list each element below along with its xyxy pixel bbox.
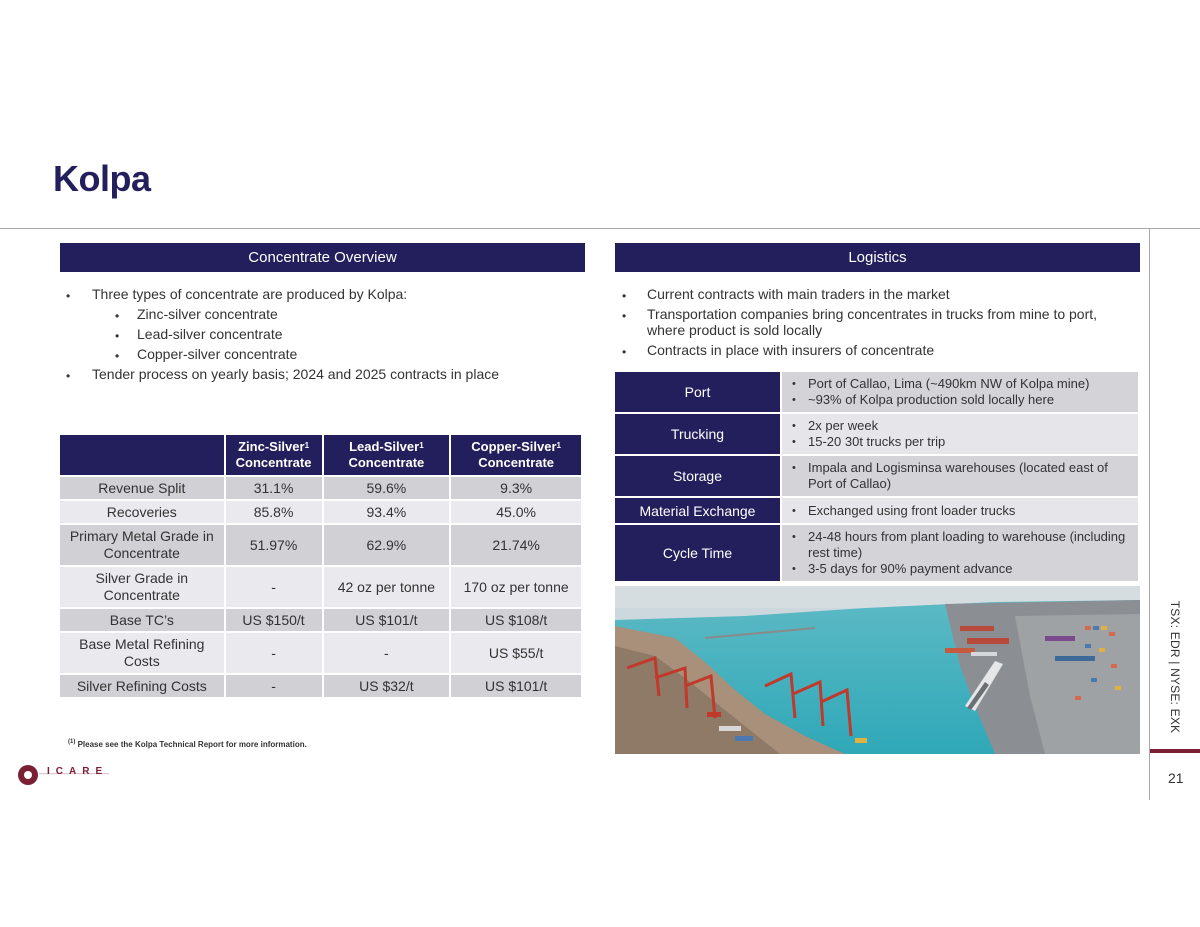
row-label: Silver Refining Costs — [60, 675, 224, 697]
bullet-dot: • — [66, 369, 71, 383]
row-label: Recoveries — [60, 501, 224, 523]
row-label: Cycle Time — [615, 525, 780, 581]
logistics-row-storage — [615, 456, 1138, 496]
table-row — [60, 609, 581, 631]
page-accent-bar — [1150, 749, 1200, 753]
column-header-sub: Concentrate — [348, 455, 425, 470]
row-label: Port — [615, 372, 780, 412]
table-cell: - — [226, 567, 322, 607]
logistics-row-port — [615, 372, 1138, 412]
detail-item: • Exchanged using front loader trucks — [790, 503, 1128, 519]
row-label: Base TC’s — [60, 609, 224, 631]
port-callao-photo — [615, 586, 1140, 754]
row-details — [782, 498, 1138, 523]
detail-item: • ~93% of Kolpa production sold locally here — [790, 392, 1128, 408]
table-header-row — [60, 435, 581, 475]
bullet-dot: • — [622, 309, 627, 323]
table-row — [60, 567, 581, 607]
logo-wordmark: ICARE — [47, 766, 109, 777]
concentrate-table — [58, 433, 583, 699]
bullet-dot: • — [622, 345, 627, 359]
footnote-text: Please see the Kolpa Technical Report for more information. — [77, 740, 307, 749]
page-title: Kolpa — [53, 158, 151, 199]
footnote — [68, 740, 307, 749]
table-cell: 9.3% — [451, 477, 581, 499]
table-row — [60, 675, 581, 697]
column-header-sub: Concentrate — [478, 455, 555, 470]
detail-item: • 3-5 days for 90% payment advance — [790, 561, 1128, 577]
bullet-item: Transportation companies bring concentrates in trucks from mine to port, — [647, 306, 1098, 322]
column-header — [324, 435, 450, 475]
detail-item: • Port of Callao, Lima (~490km NW of Kolpa mine) — [790, 376, 1128, 392]
column-header-sup: 1 — [304, 441, 310, 450]
bullet-dot: • — [115, 329, 120, 343]
bullet-item-continuation: where product is sold locally — [647, 322, 823, 338]
table-cell: US $55/t — [451, 633, 581, 673]
column-header-sup: 1 — [419, 441, 424, 450]
table-row — [60, 501, 581, 523]
table-cell: 85.8% — [226, 501, 322, 523]
bullet-item: Copper-silver concentrate — [137, 346, 298, 362]
logistics-row-cycle-time — [615, 525, 1138, 581]
detail-item: • 24-48 hours from plant loading to warehouse (including rest time) — [790, 529, 1128, 561]
bullet-dot: • — [66, 289, 71, 303]
table-cell: 45.0% — [451, 501, 581, 523]
port-aerial-illustration — [615, 586, 1140, 754]
column-header-name: Lead-Silver — [349, 439, 420, 454]
table-header-blank — [60, 435, 224, 475]
table-cell: - — [226, 675, 322, 697]
column-header-sup: 1 — [556, 441, 561, 450]
column-header-name: Zinc-Silver — [238, 439, 305, 454]
table-row — [60, 525, 581, 565]
logistics-table — [613, 370, 1140, 583]
bullet-item: Three types of concentrate are produced by Kolpa: — [92, 286, 408, 302]
table-cell: US $101/t — [451, 675, 581, 697]
row-label: Trucking — [615, 414, 780, 454]
bullet-item: Contracts in place with insurers of concentrate — [647, 342, 935, 358]
bullet-dot: • — [115, 349, 120, 363]
bullet-dot: • — [115, 309, 120, 323]
row-details — [782, 525, 1138, 581]
row-label: Primary Metal Grade in Concentrate — [60, 525, 224, 565]
table-cell: US $32/t — [324, 675, 450, 697]
table-cell: US $150/t — [226, 609, 322, 631]
row-details — [782, 456, 1138, 496]
table-cell: 21.74% — [451, 525, 581, 565]
bullet-item: Current contracts with main traders in the market — [647, 286, 950, 302]
table-cell: 42 oz per tonne — [324, 567, 450, 607]
row-label: Storage — [615, 456, 780, 496]
table-cell: - — [324, 633, 450, 673]
column-header-name: Copper-Silver — [471, 439, 557, 454]
detail-item: • 2x per week — [790, 418, 1128, 434]
row-label: Base Metal Refining Costs — [60, 633, 224, 673]
detail-item: • Impala and Logisminsa warehouses (located east of Port of Callao) — [790, 460, 1128, 492]
page-number: 21 — [1168, 770, 1184, 786]
title-divider — [0, 228, 1200, 229]
detail-item: • 15-20 30t trucks per trip — [790, 434, 1128, 450]
table-row — [60, 477, 581, 499]
logistics-row-material-exchange — [615, 498, 1138, 523]
table-cell: US $108/t — [451, 609, 581, 631]
bullet-dot: • — [622, 289, 627, 303]
column-header — [226, 435, 322, 475]
row-details — [782, 372, 1138, 412]
row-label: Material Exchange — [615, 498, 780, 523]
column-header-sub: Concentrate — [235, 455, 312, 470]
table-cell: 93.4% — [324, 501, 450, 523]
column-header — [451, 435, 581, 475]
table-cell: 170 oz per tonne — [451, 567, 581, 607]
bullet-item: Zinc-silver concentrate — [137, 306, 278, 322]
table-row — [60, 633, 581, 673]
logistics-header: Logistics — [615, 243, 1140, 272]
table-cell: 59.6% — [324, 477, 450, 499]
concentrate-overview-header: Concentrate Overview — [60, 243, 585, 272]
bullet-item: Tender process on yearly basis; 2024 and 2025 contracts in place — [92, 366, 500, 382]
row-details — [782, 414, 1138, 454]
table-cell: - — [226, 633, 322, 673]
logistics-row-trucking — [615, 414, 1138, 454]
right-margin-divider — [1149, 228, 1150, 800]
bullet-item: Lead-silver concentrate — [137, 326, 283, 342]
table-cell: 51.97% — [226, 525, 322, 565]
table-cell: US $101/t — [324, 609, 450, 631]
table-cell: 62.9% — [324, 525, 450, 565]
row-label: Silver Grade in Concentrate — [60, 567, 224, 607]
footnote-mark: (1) — [68, 739, 76, 745]
ticker-label: TSX: EDR | NYSE: EXK — [1168, 600, 1182, 734]
table-cell: 31.1% — [226, 477, 322, 499]
row-label: Revenue Split — [60, 477, 224, 499]
